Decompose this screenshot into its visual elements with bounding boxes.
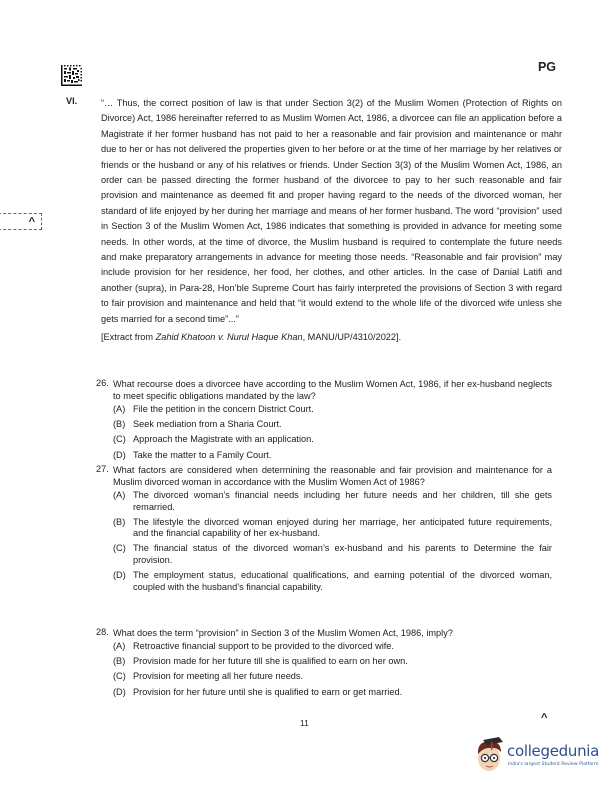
option-text: Seek mediation from a Sharia Court. bbox=[133, 419, 282, 430]
page-number: 11 bbox=[300, 718, 309, 728]
option-b[interactable] bbox=[113, 517, 552, 540]
option-text: Retroactive financial support to be provided to the divorced wife. bbox=[133, 641, 394, 651]
option-a[interactable] bbox=[113, 404, 552, 416]
question-number: 27. bbox=[96, 464, 109, 474]
question-text: What does the term “provision” in Section 3 of the Muslim Women Act, 1986, imply? bbox=[113, 628, 453, 638]
option-label: (A) bbox=[113, 404, 126, 414]
question-number: 26. bbox=[96, 378, 109, 388]
option-text: The employment status, educational qualifications, and earning potential of the divorced woman, coupled with the husband’s financial capability. bbox=[133, 570, 552, 592]
option-text: Provision for meeting all her future needs. bbox=[133, 671, 304, 682]
mascot-icon bbox=[475, 736, 505, 774]
option-b[interactable] bbox=[113, 656, 552, 668]
passage bbox=[66, 96, 562, 344]
question-number: 28. bbox=[96, 627, 109, 637]
option-list bbox=[113, 404, 552, 461]
option-a[interactable] bbox=[113, 641, 552, 653]
brand-name: collegedunia bbox=[507, 742, 600, 760]
option-c[interactable] bbox=[113, 543, 552, 566]
option-list bbox=[113, 490, 552, 593]
question-26 bbox=[96, 378, 552, 465]
option-text: Provision for her future until she is qualified to earn or get married. bbox=[133, 686, 403, 697]
option-label: (A) bbox=[113, 490, 126, 500]
option-list bbox=[113, 641, 552, 698]
brand-tagline: India's largest Student Review Platform bbox=[508, 762, 599, 767]
option-d[interactable] bbox=[113, 687, 552, 699]
option-label: (B) bbox=[113, 419, 126, 430]
citation-prefix: [Extract from bbox=[101, 332, 156, 343]
scroll-up-button[interactable]: ^ bbox=[541, 712, 548, 724]
question-28 bbox=[96, 627, 552, 702]
passage-text: “… Thus, the correct position of law is that under Section 3(2) of the Muslim Women (Protection of Rights on Divorce) Act, 1986 hereinafter referred to as Muslim Women Act, 1986, a divorcee can file an application before a Magistrate if her former husband has not paid to her a reasonable and fair provision and maintenance or mahr due to her or has not delivered the properties given to her before or at the time of her marriage by her relatives or friends or the husband or any of his relatives or friends. Under Section 3(3) of the Muslim Women Act, 1986, an order can be passed directing the former husband of the divorcee to pay to her such reasonable and fair provision and maintenance as deemed fit and proper having regard to the needs of the divorced woman, her standard of life enjoyed by her during her marriage and means of her former husband. The word “provision” used in Section 3 of the Muslim Women Act, 1986 indicates that something is provided in advance for meeting some needs. In other words, at the time of divorce, the Muslim husband is required to contemplate the future needs and make preparatory arrangements in advance for meeting those needs. “Reasonable and fair provision” may include provision for her residence, her food, her clothes, and other articles. In the case of Danial Latifi and another (supra), in Para-28, Hon’ble Supreme Court has fairly interpreted the provisions of Section 3 with regard to fair provision and maintenance and held that “it would extend to the whole life of the divorced wife unless she gets married for a second time”...” bbox=[101, 98, 562, 324]
option-text: File the petition in the concern District Court. bbox=[133, 404, 314, 414]
page-corner-code: PG bbox=[537, 60, 556, 74]
option-text: Provision made for her future till she is qualified to earn on her own. bbox=[133, 656, 408, 667]
option-label: (A) bbox=[113, 641, 126, 651]
option-label: (C) bbox=[113, 543, 126, 554]
option-label: (B) bbox=[113, 656, 126, 667]
chevron-up-icon: ^ bbox=[28, 215, 35, 228]
option-a[interactable] bbox=[113, 490, 552, 513]
option-label: (B) bbox=[113, 516, 126, 527]
option-label: (D) bbox=[113, 570, 126, 581]
passage-citation bbox=[101, 331, 562, 344]
option-c[interactable] bbox=[113, 434, 552, 446]
option-b[interactable] bbox=[113, 419, 552, 431]
option-label: (C) bbox=[113, 434, 126, 445]
option-d[interactable] bbox=[113, 450, 552, 462]
question-27 bbox=[96, 464, 552, 597]
citation-suffix: , MANU/UP/4310/2022]. bbox=[302, 332, 402, 343]
option-text: Take the matter to a Family Court. bbox=[133, 449, 272, 460]
datamatrix-code-icon bbox=[61, 65, 82, 86]
option-c[interactable] bbox=[113, 671, 552, 683]
option-d[interactable] bbox=[113, 570, 552, 593]
option-label: (D) bbox=[113, 449, 126, 460]
citation-case-name: Zahid Khatoon v. Nurul Haque Khan bbox=[155, 332, 303, 343]
collegedunia-watermark bbox=[475, 736, 605, 776]
option-label: (D) bbox=[113, 686, 126, 697]
option-text: Approach the Magistrate with an application. bbox=[133, 434, 314, 445]
question-text: What factors are considered when determining the reasonable and fair provision and maintenance for a Muslim divorced woman in accordance with the Muslim Women Act of 1986? bbox=[113, 465, 552, 487]
sidebar-toggle-button[interactable] bbox=[0, 213, 42, 230]
option-text: The financial status of the divorced woman’s ex-husband and his parents to Determine the fair provision. bbox=[133, 543, 552, 565]
question-text: What recourse does a divorcee have according to the Muslim Women Act, 1986, if her ex-husband neglects to meet specific obligations mandated by the law? bbox=[113, 379, 552, 401]
option-label: (C) bbox=[113, 671, 126, 682]
passage-numeral: VI. bbox=[66, 96, 78, 106]
option-text: The divorced woman’s financial needs including her future needs and her children, till she gets remarried. bbox=[133, 490, 552, 512]
option-text: The lifestyle the divorced woman enjoyed during her marriage, her anticipated future requirements, and the financial capability of her ex-husband. bbox=[133, 516, 552, 539]
